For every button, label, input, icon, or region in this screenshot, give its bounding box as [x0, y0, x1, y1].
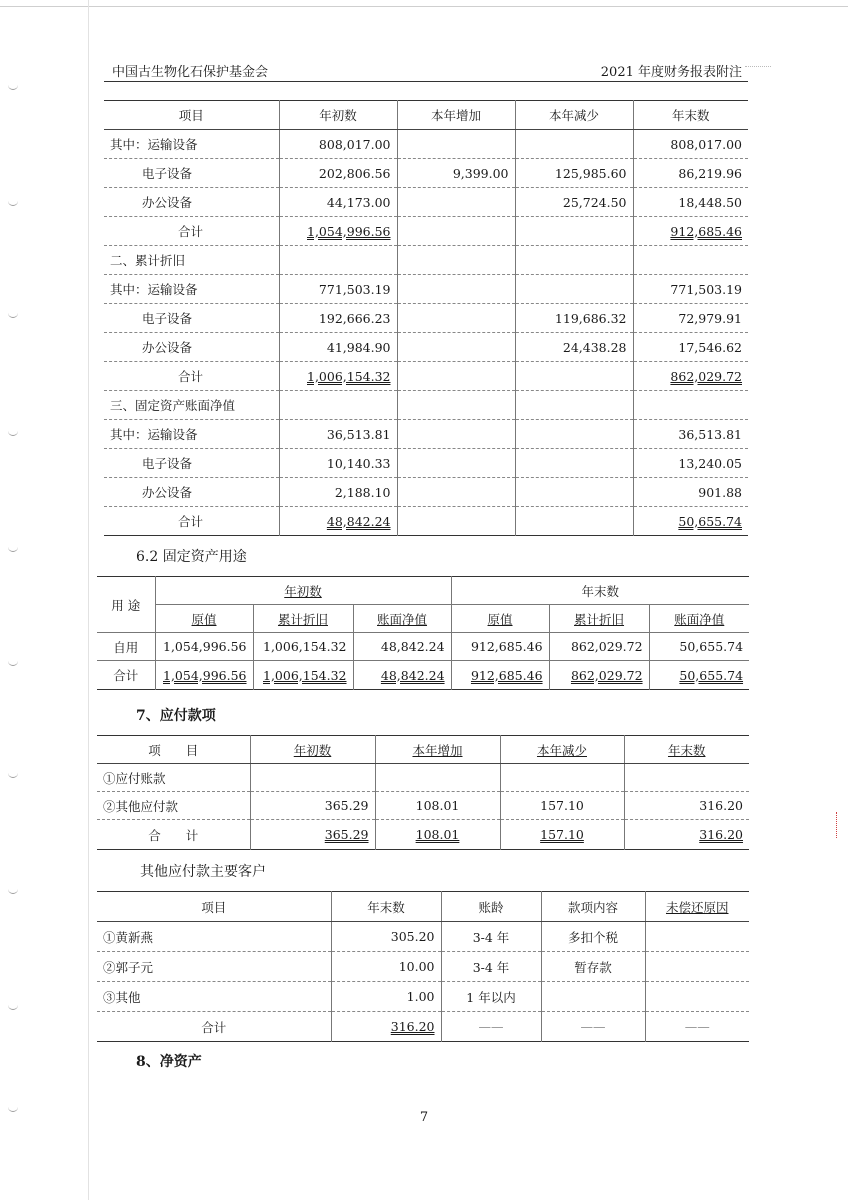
cell-value: [515, 217, 633, 246]
column-header: 本年增加: [397, 101, 515, 130]
header-label: 累计折旧: [277, 611, 328, 627]
table-row: [97, 982, 749, 1012]
cell-value: 86,219.96: [633, 159, 748, 188]
section-row: [104, 246, 748, 275]
page-number: 7: [419, 1110, 429, 1125]
row-label: 电子设备: [104, 304, 279, 333]
total-figure: 157.10: [540, 827, 584, 842]
row-label: 其中：运输设备: [104, 420, 279, 449]
cell-value: 202,806.56: [279, 159, 397, 188]
cell-value: [515, 449, 633, 478]
binding-hole-mark: [8, 772, 18, 778]
table-header-row: [97, 892, 749, 922]
table-total-row: [104, 362, 748, 391]
cell-value: 41,984.90: [279, 333, 397, 362]
table-row: [97, 764, 749, 792]
cell-value: [397, 449, 515, 478]
binding-hole-mark: [8, 1004, 18, 1010]
total-figure: 108.01: [415, 827, 460, 842]
cell-value: 119,686.32: [515, 304, 633, 333]
cell-value: 多扣个税: [541, 922, 645, 952]
cell-value: 365.29: [250, 792, 375, 820]
cell-value: [633, 246, 748, 275]
column-header: [624, 736, 749, 764]
binding-hole-mark: [8, 660, 18, 666]
cell-value: [515, 275, 633, 304]
row-label: 电子设备: [104, 449, 279, 478]
cell-value: [397, 188, 515, 217]
cell-value: 72,979.91: [633, 304, 748, 333]
total-value: 316.20: [624, 820, 749, 850]
organization-name: 中国古生物化石保护基金会: [112, 65, 269, 80]
cell-value: 36,513.81: [633, 420, 748, 449]
cell-value: 24,438.28: [515, 333, 633, 362]
column-header: 款项内容: [541, 892, 645, 922]
table-row: [104, 420, 748, 449]
column-header: [451, 605, 549, 633]
cell-value: [397, 420, 515, 449]
row-label: 办公设备: [104, 188, 279, 217]
table-row: [97, 633, 749, 661]
section-title-customers: 其他应付款主要客户: [140, 864, 266, 880]
row-label: 电子设备: [104, 159, 279, 188]
section-title-payables: 7、应付款项: [136, 708, 216, 724]
row-label: ②其他应付款: [97, 792, 250, 820]
column-header: 年末数: [633, 101, 748, 130]
total-value: 1,006,154.32: [253, 661, 353, 690]
row-label: ①黄新燕: [97, 922, 331, 952]
column-header: [645, 892, 749, 922]
header-label: 原值: [487, 611, 513, 627]
binding-edge-line: [88, 0, 89, 1200]
binding-hole-mark: [8, 430, 18, 436]
header-label: 本年增加: [412, 742, 463, 758]
group-label: 年初数: [284, 583, 322, 599]
row-label: ①应付账款: [97, 764, 250, 792]
binding-hole-mark: [8, 84, 18, 90]
cell-value: 108.01: [375, 792, 500, 820]
total-value: 862,029.72: [633, 362, 748, 391]
row-label: 办公设备: [104, 333, 279, 362]
total-value: [500, 820, 624, 850]
cell-value: 44,173.00: [279, 188, 397, 217]
total-value: 912,685.46: [633, 217, 748, 246]
column-header: 年末数: [331, 892, 441, 922]
header-label: 年初数: [293, 742, 332, 758]
column-header: 项 目: [97, 736, 250, 764]
cell-value: 50,655.74: [649, 633, 749, 661]
cell-value: 808,017.00: [633, 130, 748, 159]
section-title-net-assets: 8、净资产: [136, 1054, 202, 1070]
cell-value: 1,006,154.32: [253, 633, 353, 661]
total-value: 862,029.72: [549, 661, 649, 690]
cell-value: 10,140.33: [279, 449, 397, 478]
row-label: 合计: [201, 1019, 227, 1035]
cell-value: 48,842.24: [353, 633, 451, 661]
header-label: 账面净值: [377, 611, 428, 627]
cell-value: [541, 982, 645, 1012]
header-label: 未偿还原因: [665, 899, 729, 915]
cell-value: 3-4 年: [441, 952, 541, 982]
payables-table: [97, 735, 749, 850]
cell-value: 192,666.23: [279, 304, 397, 333]
cell-value: [397, 478, 515, 507]
column-header: 年初数: [279, 101, 397, 130]
table-header-row: [97, 577, 749, 605]
dash-placeholder: ——: [645, 1012, 749, 1042]
column-header: [250, 736, 375, 764]
cell-value: [397, 362, 515, 391]
binding-hole-mark: [8, 200, 18, 206]
column-header: [155, 605, 253, 633]
total-value: 1,006,154.32: [279, 362, 397, 391]
cell-value: 901.88: [633, 478, 748, 507]
cell-value: [250, 764, 375, 792]
row-label: 合 计: [148, 827, 199, 843]
binding-hole-mark: [8, 888, 18, 894]
column-header: [500, 736, 624, 764]
red-edge-mark: [836, 812, 839, 838]
row-label: 其中：运输设备: [104, 275, 279, 304]
table-row: [104, 478, 748, 507]
dash-placeholder: ——: [541, 1012, 645, 1042]
cell-value: [397, 217, 515, 246]
cell-value: 13,240.05: [633, 449, 748, 478]
table-row: [97, 952, 749, 982]
column-header: [375, 736, 500, 764]
row-label: 办公设备: [104, 478, 279, 507]
column-group-header: 年末数: [451, 577, 749, 605]
cell-value: 18,448.50: [633, 188, 748, 217]
row-label: 自用: [97, 633, 155, 661]
cell-value: [375, 764, 500, 792]
section-row: [104, 391, 748, 420]
total-value: [375, 820, 500, 850]
cell-value: 912,685.46: [451, 633, 549, 661]
cell-value: [397, 304, 515, 333]
cell-value: 1 年以内: [441, 982, 541, 1012]
column-header: 本年减少: [515, 101, 633, 130]
dash-placeholder: ——: [441, 1012, 541, 1042]
cell-value: [500, 764, 624, 792]
cell-value: [645, 982, 749, 1012]
binding-hole-mark: [8, 312, 18, 318]
header-label: 账面净值: [674, 611, 725, 627]
cell-value: 771,503.19: [279, 275, 397, 304]
cell-value: [515, 478, 633, 507]
total-value: 48,842.24: [279, 507, 397, 536]
cell-value: [515, 507, 633, 536]
cell-value: 125,985.60: [515, 159, 633, 188]
header-label: 原值: [191, 611, 217, 627]
column-header: [549, 605, 649, 633]
row-label: 合计: [104, 507, 279, 536]
cell-value: 862,029.72: [549, 633, 649, 661]
table-row: [97, 922, 749, 952]
cell-value: [397, 333, 515, 362]
cell-value: [515, 362, 633, 391]
cell-value: [279, 246, 397, 275]
table-row: [104, 449, 748, 478]
cell-value: 25,724.50: [515, 188, 633, 217]
cell-value: [397, 246, 515, 275]
row-label: 合计: [104, 362, 279, 391]
header-label: 累计折旧: [574, 611, 625, 627]
row-label: ②郭子元: [97, 952, 331, 982]
cell-value: [515, 130, 633, 159]
column-header: [649, 605, 749, 633]
total-value: 1,054,996.56: [279, 217, 397, 246]
cell-value: [515, 246, 633, 275]
table-row: [104, 275, 748, 304]
row-label: 合计: [97, 661, 155, 690]
column-header: 账龄: [441, 892, 541, 922]
row-label: ③其他: [97, 982, 331, 1012]
table-total-row: [97, 1012, 749, 1042]
cell-value: [645, 952, 749, 982]
table-total-row: [104, 507, 748, 536]
faint-stamp-mark: [745, 66, 771, 70]
table-row: [104, 188, 748, 217]
cell-value: 17,546.62: [633, 333, 748, 362]
section-label: 二、累计折旧: [104, 246, 279, 275]
header-label: 本年减少: [536, 742, 587, 758]
cell-value: 36,513.81: [279, 420, 397, 449]
column-header: [253, 605, 353, 633]
row-label: 合计: [104, 217, 279, 246]
binding-hole-mark: [8, 546, 18, 552]
table-total-row: [104, 217, 748, 246]
page-header: [104, 58, 748, 82]
column-group-header: [155, 577, 451, 605]
top-scan-rule: [0, 6, 848, 7]
section-title-usage: 6.2 固定资产用途: [136, 549, 247, 565]
table-total-row: [97, 661, 749, 690]
cell-value: 9,399.00: [397, 159, 515, 188]
row-label: 其中：运输设备: [104, 130, 279, 159]
total-value: 48,842.24: [353, 661, 451, 690]
asset-usage-table: [97, 576, 749, 690]
cell-value: 3-4 年: [441, 922, 541, 952]
table-subheader-row: [97, 605, 749, 633]
cell-value: 1.00: [331, 982, 441, 1012]
total-value: 1,054,996.56: [155, 661, 253, 690]
total-value: 912,685.46: [451, 661, 549, 690]
cell-value: 10.00: [331, 952, 441, 982]
fixed-assets-table: [104, 100, 748, 536]
cell-value: [645, 922, 749, 952]
column-header: [353, 605, 451, 633]
cell-value: 157.10: [500, 792, 624, 820]
total-value: 316.20: [331, 1012, 441, 1042]
total-value: 50,655.74: [649, 661, 749, 690]
cell-value: 暂存款: [541, 952, 645, 982]
total-value: 50,655.74: [633, 507, 748, 536]
cell-value: [279, 391, 397, 420]
table-header-row: [97, 736, 749, 764]
header-label: 年末数: [667, 742, 706, 758]
table-row: [97, 792, 749, 820]
cell-value: [515, 420, 633, 449]
column-header: 用 途: [97, 577, 155, 633]
table-row: [104, 130, 748, 159]
cell-value: [515, 391, 633, 420]
table-row: [104, 159, 748, 188]
cell-value: 2,188.10: [279, 478, 397, 507]
total-value: 365.29: [250, 820, 375, 850]
cell-value: [397, 391, 515, 420]
cell-value: 808,017.00: [279, 130, 397, 159]
cell-value: 1,054,996.56: [155, 633, 253, 661]
cell-value: [397, 130, 515, 159]
cell-value: [624, 764, 749, 792]
table-row: [104, 333, 748, 362]
cell-value: 305.20: [331, 922, 441, 952]
table-row: [104, 304, 748, 333]
cell-value: [633, 391, 748, 420]
cell-value: [397, 275, 515, 304]
column-header: 项目: [97, 892, 331, 922]
column-header: 项目: [104, 101, 279, 130]
customers-table: [97, 891, 749, 1042]
table-total-row: [97, 820, 749, 850]
cell-value: 771,503.19: [633, 275, 748, 304]
table-header-row: [104, 101, 748, 130]
section-label: 三、固定资产账面净值: [104, 391, 279, 420]
report-title: 2021 年度财务报表附注: [600, 65, 742, 80]
cell-value: [397, 507, 515, 536]
cell-value: 316.20: [624, 792, 749, 820]
